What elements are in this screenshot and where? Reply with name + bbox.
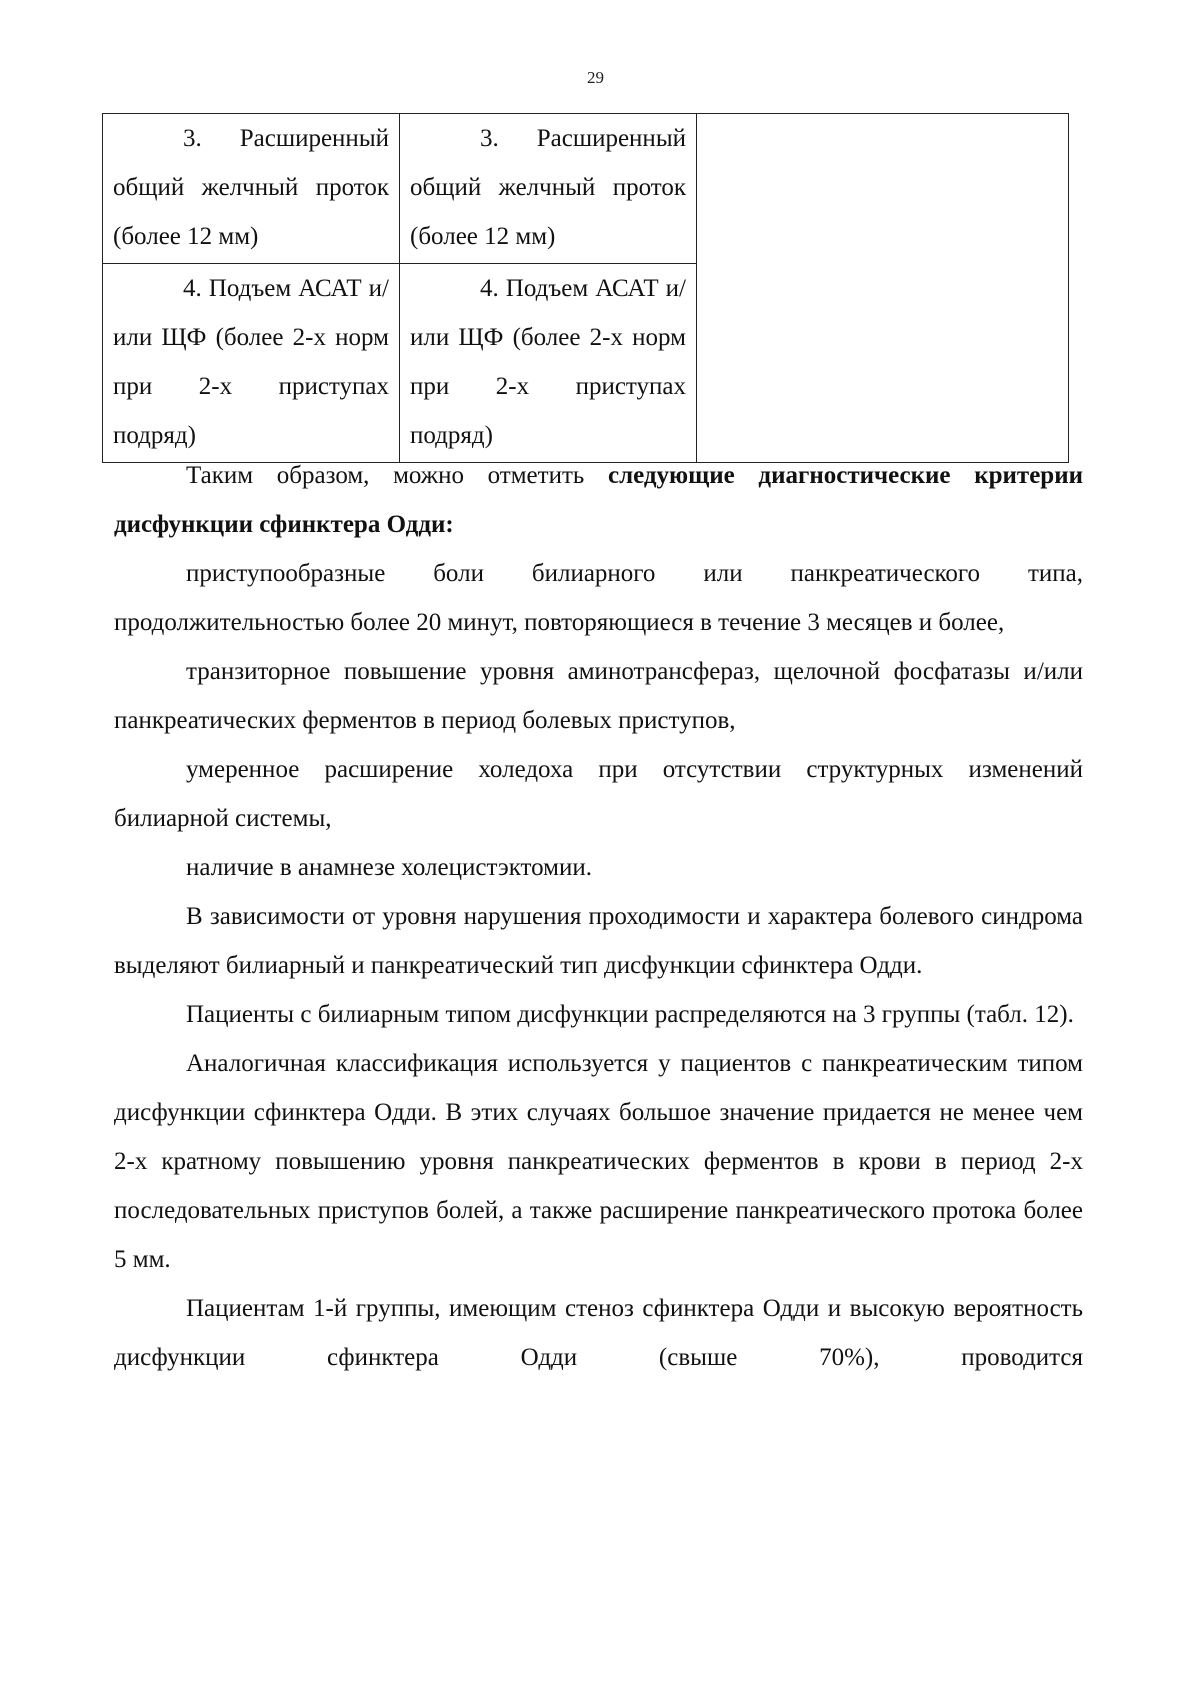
paragraph-types: В зависимости от уровня нарушения проходимости и характера болевого синдрома выделяют билиарный и панкреатический тип дисфункции сфинктера Одди. (114, 903, 1083, 979)
table-row (103, 114, 1069, 264)
criterion-item: приступообразные боли билиарного или панкреатического типа, продолжительностью более 20 минут, повторяющиеся в течение 3 месяцев и более, (114, 560, 1083, 636)
table-cell: 3. Расширенный общий желчный проток (более 12 мм) (103, 114, 400, 264)
paragraph-intro (114, 451, 1083, 549)
criteria-table (102, 113, 1069, 463)
table-cell: 4. Подъем АСАТ и/или ЩФ (более 2-х норм при 2-х приступах подряд) (400, 264, 697, 463)
paragraph-groups: Пациенты с билиарным типом дисфункции распределяются на 3 группы (табл. 12). (186, 1001, 1074, 1028)
criterion-item: транзиторное повышение уровня аминотрансфераз, щелочной фосфатазы и/или панкреатических ферментов в период болевых приступов, (114, 658, 1083, 734)
page-number: 29 (587, 68, 604, 87)
intro-text: Таким образом, можно отметить (186, 462, 608, 489)
intro-bold-text: следующие диагностические критерии дисфункции сфинктера Одди: (114, 462, 1083, 538)
table-cell-empty (697, 114, 1069, 463)
criterion-item: наличие в анамнезе холецистэктомии. (186, 854, 592, 881)
body-text (114, 451, 1083, 1382)
table-cell: 3. Расширенный общий желчный проток (более 12 мм) (400, 114, 697, 264)
criterion-item: умеренное расширение холедоха при отсутствии структурных изменений билиарной системы, (114, 756, 1083, 832)
paragraph-similar: Аналогичная классификация используется у пациентов с панкреатическим типом дисфункции сфинктера Одди. В этих случаях большое значение придается не менее чем 2-х кратному повышению уровня панкреатических ферментов в крови в период 2-х последовательных приступов болей, а также расширение панкреатического протока более 5 мм. (114, 1050, 1083, 1273)
table-cell: 4. Подъем АСАТ и/или ЩФ (более 2-х норм при 2-х приступах подряд) (103, 264, 400, 463)
paragraph-group1: Пациентам 1-й группы, имеющим стеноз сфинктера Одди и высокую вероятность дисфункции сфинктера Одди (свыше 70%), проводится (114, 1295, 1083, 1371)
